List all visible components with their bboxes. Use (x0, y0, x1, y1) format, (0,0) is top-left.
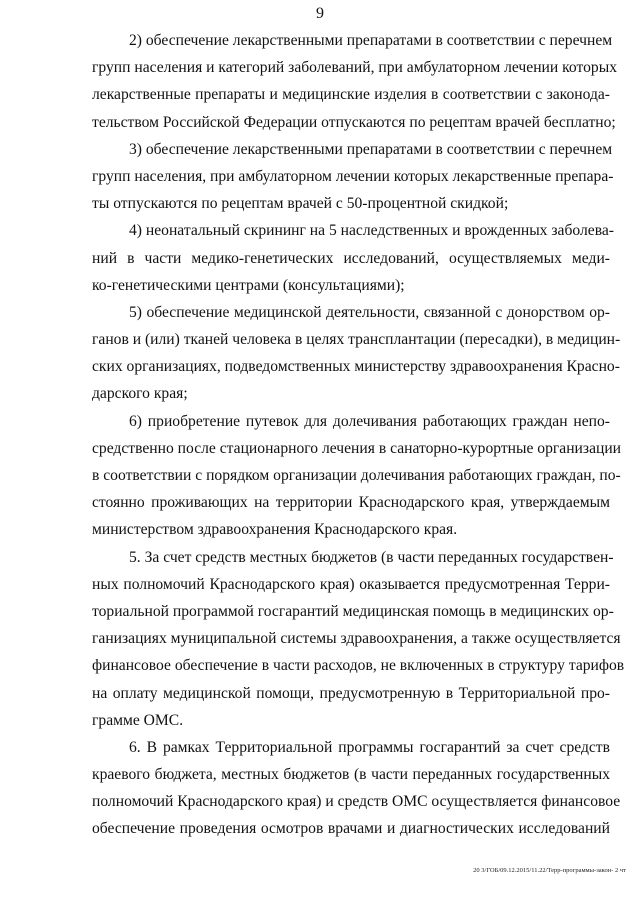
text-line: средственно после стационарного лечения в санаторно-курортные организации (92, 439, 622, 457)
text-line: стоянно проживающих на территории Краснодарского края, утверждаемым (92, 494, 610, 512)
text-line: краевого бюджета, местных бюджетов (в части переданных государственных (92, 766, 610, 784)
paragraph-section-6 (92, 734, 621, 843)
text-line: ских организациях, подведомственных министерству здравоохранения Красно- (92, 358, 620, 376)
text-line: лекарственные препараты и медицинские изделия в соответствии с законода- (92, 86, 610, 104)
text-line: 4) неонатальный скрининг на 5 наследственных и врожденных заболева- (129, 222, 614, 240)
page-number: 9 (316, 5, 324, 22)
text-line: 6) приобретение путевок для долечивания работающих граждан непо- (129, 412, 610, 430)
text-line: грамме ОМС. (92, 711, 184, 729)
text-line: финансовое обеспечение в части расходов, не включенных в структуру тарифов (92, 657, 625, 675)
text-line: ты отпускаются по рецептам врачей с 50-процентной скидкой; (92, 195, 509, 213)
text-line: ко-генетическими центрами (консультациями); (92, 276, 405, 294)
paragraph-item-3 (92, 136, 614, 218)
paragraph-item-5 (92, 299, 621, 408)
text-line: 5) обеспечение медицинской деятельности, связанной с донорством ор- (129, 303, 610, 321)
text-line: дарского края; (92, 385, 188, 403)
text-line: ганов и (или) тканей человека в целях трансплантации (пересадки), в медицин- (92, 331, 621, 349)
paragraph-item-2 (92, 27, 617, 136)
text-line: 6. В рамках Территориальной программы госгарантий за счет средств (129, 738, 610, 756)
text-line: министерством здравоохранения Краснодарского края. (92, 521, 458, 539)
text-line: групп населения и категорий заболеваний, при амбулаторном лечении которых (92, 59, 617, 77)
paragraph-item-6 (92, 408, 622, 544)
text-line: групп населения, при амбулаторном лечении которых лекарственные препара- (92, 167, 614, 185)
paragraph-section-5 (92, 544, 625, 734)
text-line: полномочий Краснодарского края) и средств ОМС осуществляется финансовое (92, 793, 621, 811)
paragraph-item-4 (92, 217, 614, 299)
text-line: на оплату медицинской помощи, предусмотренную в Территориальной про- (92, 684, 610, 702)
document-body (92, 27, 625, 843)
text-line: тельством Российской Федерации отпускаются по рецептам врачей бесплатно; (92, 113, 616, 131)
text-line: ний в части медико-генетических исследований, осуществляемых меди- (92, 249, 610, 267)
text-line: ганизациях муниципальной системы здравоохранения, а также осуществляется (92, 630, 621, 648)
text-line: ториальной программой госгарантий медицинская помощь в медицинских ор- (92, 602, 614, 620)
text-line: ных полномочий Краснодарского края) оказывается предусмотренная Терри- (92, 575, 610, 593)
footer-file-reference: 20 3/ГОБ/09.12.2015/11.22/Терр-программы-закон- 2 чт (473, 867, 626, 874)
text-line: 2) обеспечение лекарственными препаратами в соответствии с перечнем (129, 32, 613, 49)
text-line: 3) обеспечение лекарственными препаратами в соответствии с перечнем (129, 140, 613, 158)
text-line: обеспечение проведения осмотров врачами и диагностических исследований (92, 820, 610, 838)
text-line: в соответствии с порядком организации долечивания работающих граждан, по- (92, 467, 621, 484)
text-line: 5. За счет средств местных бюджетов (в части переданных государствен- (129, 548, 614, 566)
